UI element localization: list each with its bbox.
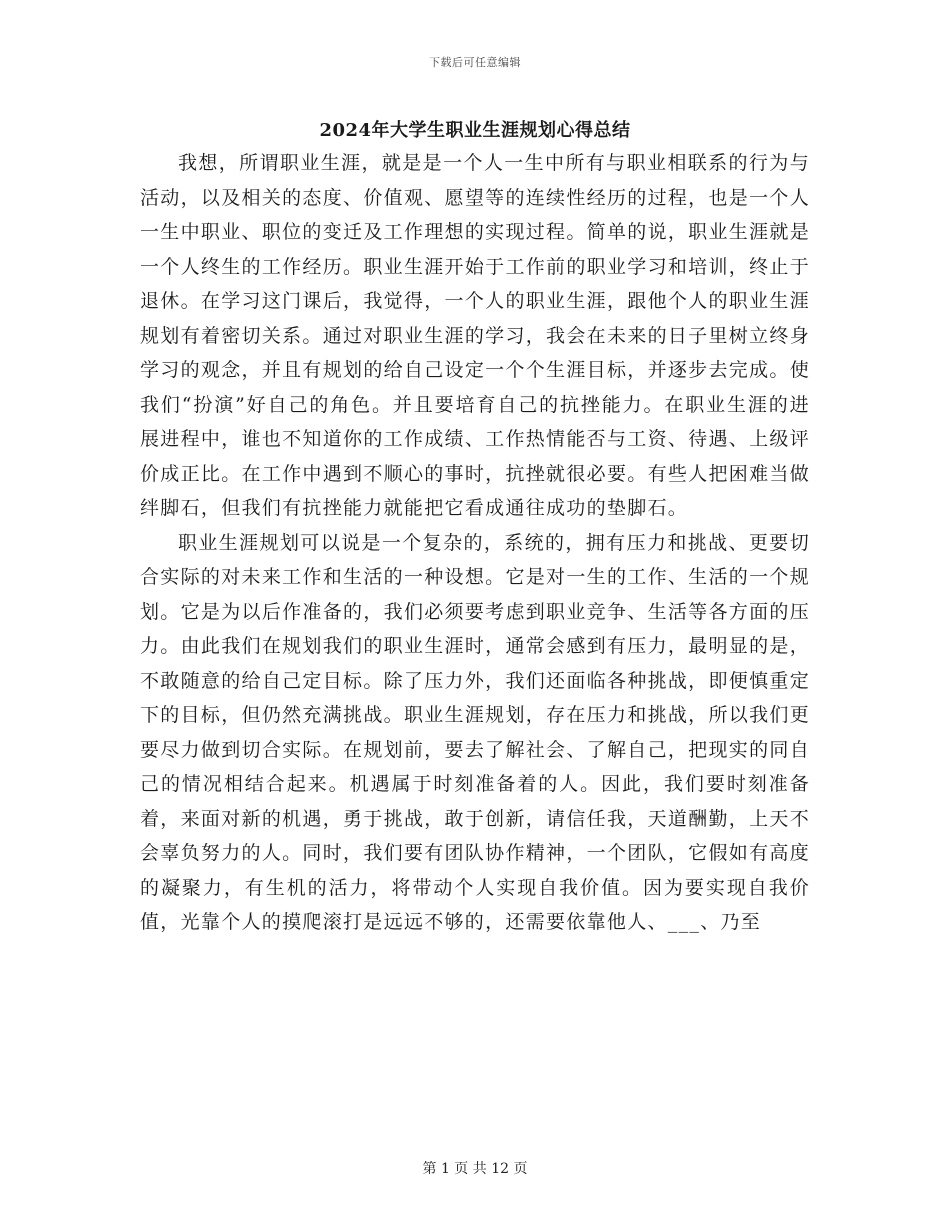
document-body xyxy=(140,146,810,940)
page-header-note: 下载后可任意编辑 xyxy=(429,56,521,69)
paragraph: 职业生涯规划可以说是一个复杂的，系统的，拥有压力和挑战、更要切合实际的对未来工作和生活的一种设想。它是对一生的工作、生活的一个规划。它是为以后作准备的，我们必须要考虑到职业竞争、生活等各方面的压力。由此我们在规划我们的职业生涯时，通常会感到有压力，最明显的是，不敢随意的给自己定目标。除了压力外，我们还面临各种挑战，即便慎重定下的目标，但仍然充满挑战。职业生涯规划，存在压力和挑战，所以我们更要尽力做到切合实际。在规划前，要去了解社会、了解自己，把现实的同自己的情况相结合起来。机遇属于时刻准备着的人。因此，我们要时刻准备着，来面对新的机遇，勇于挑战，敢于创新，请信任我，天道酬勤，上天不会辜负努力的人。同时，我们要有团队协作精神，一个团队，它假如有高度的凝聚力，有生机的活力，将带动个人实现自我价值。因为要实现自我价值，光靠个人的摸爬滚打是远远不够的，还需要依靠他人、___、乃至 xyxy=(140,531,810,933)
page-number: 第 1 页 共 12 页 xyxy=(422,1161,528,1177)
paragraph: 我想，所谓职业生涯，就是是一个人一生中所有与职业相联系的行为与活动，以及相关的态度、价值观、愿望等的连续性经历的过程，也是一个人一生中职业、职位的变迁及工作理想的实现过程。简单的说，职业生涯就是一个人终生的工作经历。职业生涯开始于工作前的职业学习和培训，终止于退休。在学习这门课后，我觉得，一个人的职业生涯，跟他个人的职业生涯规划有着密切关系。通过对职业生涯的学习，我会在未来的日子里树立终身学习的观念，并且有规划的给自己设定一个个生涯目标，并逐步去完成。使我们“扮演”好自己的角色。并且要培育自己的抗挫能力。在职业生涯的进展进程中，谁也不知道你的工作成绩、工作热情能否与工资、待遇、上级评价成正比。在工作中遇到不顺心的事时，抗挫就很必要。有些人把困难当做绊脚石，但我们有抗挫能力就能把它看成通往成功的垫脚石。 xyxy=(140,152,810,519)
document-title: 2024年大学生职业生涯规划心得总结 xyxy=(319,120,631,141)
